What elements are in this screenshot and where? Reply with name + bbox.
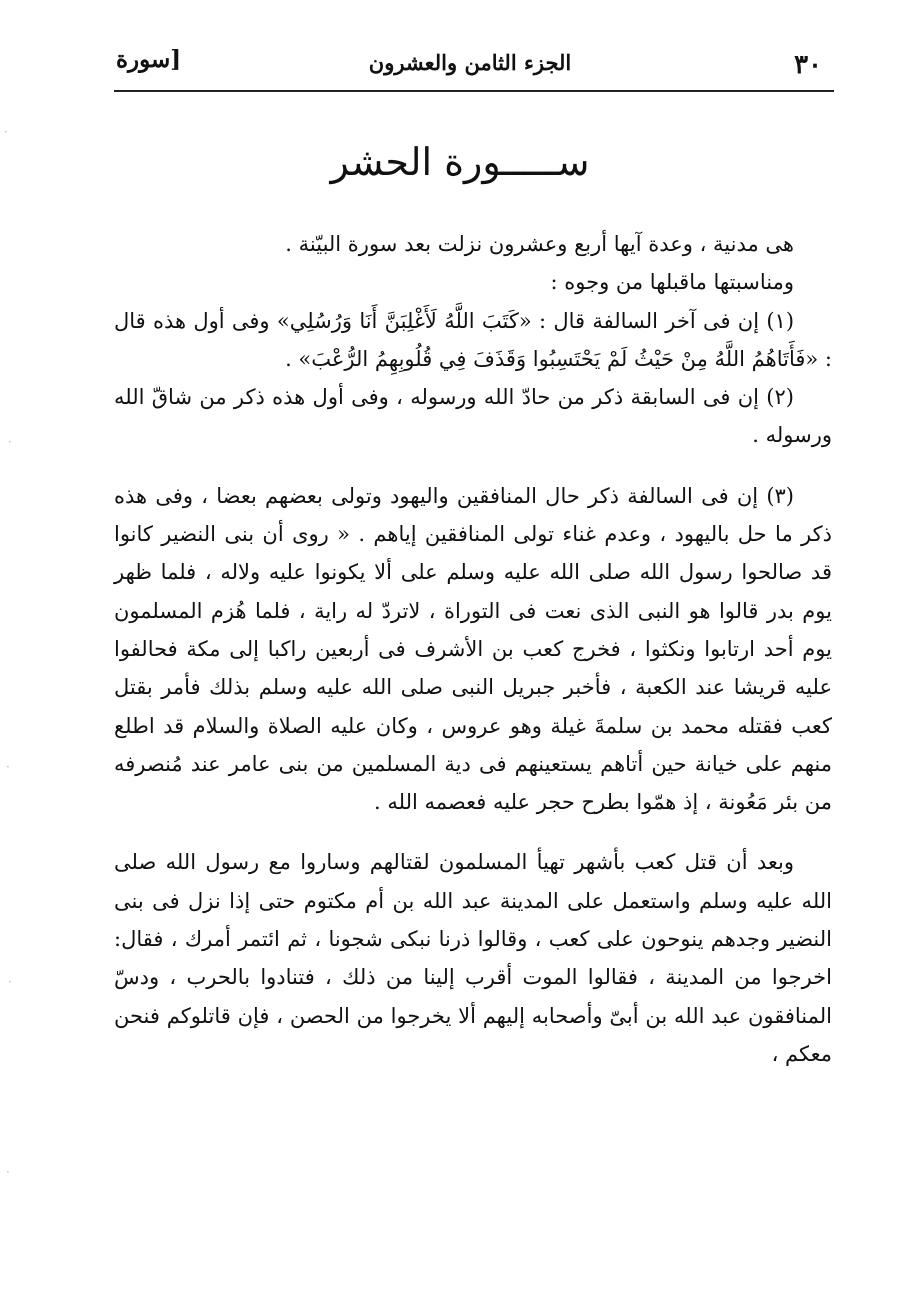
page-body — [114, 225, 832, 1073]
point-3: (٣) إن فى السالفة ذكر حال المنافقين واليهود وتولى بعضهم بعضا ، وفى هذه ذكر ما حل باليهود ، وعدم غناء تولى المنافقين إياهم . « روى أن بنى النضير كانوا قد صالحوا رسول الله صلى الله عليه وسلم على ألا يكونوا عليه ولاله ، فلما ظهر يوم بدر قالوا هو النبى الذى نعت فى التوراة ، لاتردّ له راية ، فلما هُزم المسلمون يوم أحد ارتابوا ونكثوا ، فخرج كعب بن الأشرف فى أربعين راكبا إلى مكة فحالفوا عليه قريشا عند الكعبة ، فأخبر جبريل النبى صلى الله عليه وسلم بذلك فأمر بقتل كعب فقتله محمد بن سلمةَ غيلة وهو عروس ، وكان عليه الصلاة والسلام قد اطلع منهم على خيانة حين أتاهم يستعينهم فى دية المسلمين من بنى عامر عند مُنصرفه من بئر مَعُونة ، إذ همّوا بطرح حجر عليه فعصمه الله . — [114, 483, 832, 815]
point-1-end: » . — [285, 346, 312, 371]
point-2: (٢) إن فى السابقة ذكر من حادّ الله ورسوله ، وفى أول هذه ذكر من شاقّ الله ورسوله . — [114, 385, 832, 448]
point-1-middle: » وفى أول هذه قال : « — [114, 308, 832, 371]
section-mark: [سورة — [116, 46, 182, 73]
point-1-lead: (١) إن فى آخر السالفة قال : « — [518, 308, 795, 333]
surah-title: ســـــورة الحشر — [330, 140, 590, 184]
scan-speck: · — [8, 435, 12, 449]
scan-speck: · — [6, 760, 10, 774]
scan-speck: · — [6, 1165, 10, 1179]
relation-intro: ومناسبتها ماقبلها من وجوه : — [550, 270, 794, 295]
scan-speck: · — [8, 975, 12, 989]
running-title: الجزء الثامن والعشرون — [368, 50, 572, 75]
page-header — [110, 40, 830, 92]
quran-verse-b: فَأَتَاهُمُ اللَّهُ مِنْ حَيْثُ لَمْ يَحْتَسِبُوا وَقَذَفَ فِي قُلُوبِهِمُ الرُّعْبَ — [311, 346, 806, 371]
point-1 — [114, 302, 832, 379]
scan-speck: · — [4, 125, 8, 139]
header-rule — [114, 90, 834, 92]
quran-verse-a: كَتَبَ اللَّهُ لَأَغْلِبَنَّ أَنَا وَرُسُلِي — [289, 308, 519, 333]
intro-paragraph: هى مدنية ، وعدة آيها أربع وعشرون نزلت بعد سورة البيّنة . — [285, 232, 794, 256]
paragraph-4: وبعد أن قتل كعب بأشهر تهيأ المسلمون لقتالهم وساروا مع رسول الله صلى الله عليه وسلم واستعمل على المدينة عبد الله بن أم مكتوم حتى إذا نزل فى بنى النضير وجدهم ينوحون على كعب ، وقالوا ذرنا نبكى شجونا ، ثم ائتمر أمرك ، فقال: اخرجوا من المدينة ، فقالوا الموت أقرب إلينا من ذلك ، فتنادوا بالحرب ، ودسّ المنافقون عبد الله بن أبىّ وأصحابه إليهم ألا يخرجوا من الحصن ، فإن قاتلوكم فنحن معكم ، — [114, 850, 833, 1066]
page-number: ٣٠ — [794, 50, 822, 80]
